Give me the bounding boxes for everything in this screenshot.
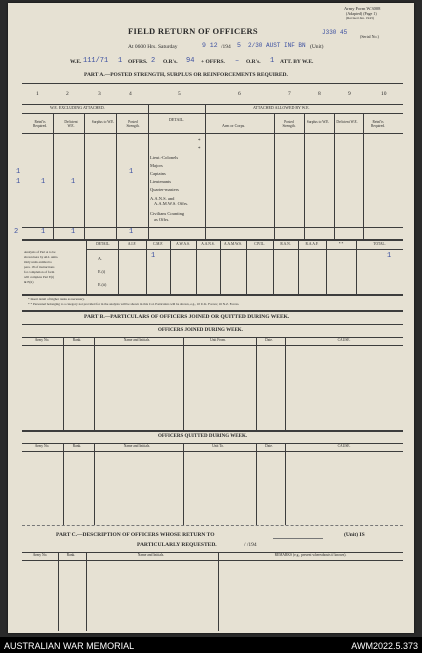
rank-label: Quarter-masters <box>150 187 179 192</box>
header-reinf-right: Reinf'ts Required. <box>370 120 386 128</box>
table-header: CAUSE. <box>337 444 351 448</box>
table-header: Name and Initials. <box>123 338 151 342</box>
analysis-header: A.W.A.S. <box>176 242 190 246</box>
analysis-header: TOTAL. <box>373 242 386 246</box>
asterisk-mark: * <box>198 139 201 144</box>
header-surplus-left: Surplus to W.E. <box>91 120 115 124</box>
offrs-label-1: OFFRS. <box>128 59 148 65</box>
table-col-divider <box>183 443 184 525</box>
unit-label: (Unit) <box>310 44 324 50</box>
table-col-divider <box>94 337 95 430</box>
footer-credit: AUSTRALIAN WAR MEMORIAL <box>4 641 135 651</box>
column-number: 9 <box>348 91 351 97</box>
col-divider <box>205 104 206 240</box>
ors-typed-2: 1 <box>270 57 275 65</box>
table-col-divider <box>183 337 184 430</box>
table-col-divider <box>256 443 257 525</box>
header-posted-left: Posted Strength. <box>126 120 140 128</box>
column-number: 1 <box>36 91 39 97</box>
analysis-instruction-line: para. 18 of instructions <box>24 265 55 269</box>
footnote-2: * * Personnel belonging to a category not provided for in the analysis will be shown in this Col. Particulars will be shown, e.g., 10 U.K. Forces; 16 N.Z. Forces. <box>28 302 240 306</box>
detail-header: DETAIL. <box>169 117 185 122</box>
typed-surplus-total: 1 <box>71 228 76 236</box>
column-number: 2 <box>66 91 69 97</box>
part-b-title: PART B.—PARTICULARS OF OFFICERS JOINED OR QUITTED DURING WEEK. <box>84 314 290 320</box>
we-typed: 111/71 <box>83 57 109 65</box>
typed-deficient: 1 <box>41 178 46 186</box>
analysis-header: A.A.N.S. <box>201 242 215 246</box>
analysis-row-eii: E.(ii) <box>98 282 107 287</box>
table-header: Date. <box>265 338 273 342</box>
plus-offrs-label: + OFFRS. <box>201 59 225 65</box>
analysis-col-divider <box>220 241 221 294</box>
year-prefix: /194 <box>221 44 231 50</box>
typed-reinf-total: 2 <box>14 228 19 236</box>
part-b-top-rule <box>22 310 403 312</box>
part-c-unit-is: (Unit) IS <box>344 532 365 538</box>
offrs-typed-2: – <box>235 57 240 65</box>
unit-typed: 2/30 AUST INF BN <box>248 42 306 49</box>
table-header: Rank. <box>66 553 76 557</box>
analysis-instruction-line: Analysis of Part A to be <box>24 250 56 254</box>
table-col-divider <box>63 443 64 525</box>
analysis-header: A.I.F. <box>127 242 137 246</box>
rank-label: Lieut.-Colonels <box>150 155 179 160</box>
header-surplus-right: Surplus to W.E. <box>306 120 330 124</box>
revised-label: (Revised Jan. 1943) <box>346 16 374 20</box>
we-typed2: 1 <box>118 57 123 65</box>
form-sheet <box>8 3 414 633</box>
analysis-col-divider <box>326 241 327 294</box>
header-deficient-left: Deficient W.E. <box>64 120 78 128</box>
rank-label: Civilians Counting <box>150 211 185 216</box>
rank-label: Majors <box>150 163 163 168</box>
table-header-rule <box>22 560 403 561</box>
analysis-row-a: A. <box>98 256 102 261</box>
part-a-header-bottom-rule <box>22 133 403 134</box>
quitted-title: OFFICERS QUITTED DURING WEEK. <box>158 434 248 439</box>
col-divider <box>148 104 149 240</box>
analysis-total-value: 1 <box>387 252 392 260</box>
asterisk-mark: * <box>198 147 201 152</box>
footnote-1: * Insert detail of higher ranks as necessary. <box>28 297 85 301</box>
serial-typed: J330 45 <box>322 29 348 36</box>
column-number: 5 <box>178 91 181 97</box>
header-posted-right: Posted Strength. <box>282 120 296 128</box>
analysis-col-divider <box>170 241 171 294</box>
table-header: Army No. <box>34 338 50 342</box>
rank-label: Captains <box>150 171 166 176</box>
header-arm-corps: Arm or Corps. <box>222 123 246 128</box>
table-col-divider <box>63 337 64 430</box>
analysis-col-divider <box>273 241 274 294</box>
typed-posted-total: 1 <box>129 228 134 236</box>
ors-typed-1: 94 <box>186 57 195 65</box>
part-a-top-rule <box>22 83 403 84</box>
col-divider <box>84 113 85 240</box>
table-header: Name and Initials. <box>137 553 165 557</box>
part-a-bottom-rule <box>22 239 403 241</box>
analysis-col-divider <box>146 241 147 294</box>
analysis-divider <box>86 241 87 295</box>
analysis-instruction-line: for completion of form <box>24 270 55 274</box>
ors-label-1: O.R's. <box>163 59 178 65</box>
analysis-instruction-line: Only units entitled to <box>24 260 52 264</box>
analysis-header: R.A.A.F. <box>305 242 319 246</box>
column-number: 6 <box>238 91 241 97</box>
column-number: 4 <box>129 91 132 97</box>
typed-reinf: 1 <box>16 168 21 176</box>
col-divider <box>53 113 54 240</box>
col-divider <box>274 113 275 240</box>
column-number: 3 <box>98 91 101 97</box>
analysis-header: R.A.N. <box>280 242 291 246</box>
analysis-header: CIVIL. <box>254 242 265 246</box>
rank-label: as Offrs. <box>154 217 170 222</box>
analysis-header: * * <box>338 242 344 246</box>
col-divider <box>334 113 335 240</box>
form-title: FIELD RETURN OF OFFICERS <box>128 26 258 36</box>
table-header: Unit From. <box>210 338 226 342</box>
ors-label-2: O.R's. <box>246 59 261 65</box>
table-col-divider <box>218 552 219 631</box>
typed-reinf: 1 <box>16 178 21 186</box>
date-typed: 9 12 <box>202 42 218 49</box>
typed-posted: 1 <box>129 168 134 176</box>
analysis-instruction-line: will complete Part E(i) <box>24 275 55 279</box>
analysis-instruction-line: shown here by ALL units. <box>24 255 59 259</box>
col-divider <box>304 113 305 240</box>
analysis-row-ei: E.(i) <box>98 269 106 274</box>
analysis-col-divider <box>356 241 357 294</box>
analysis-col-divider <box>298 241 299 294</box>
totals-rule <box>22 227 403 228</box>
we-excluding-label: W.E. EXCLUDING ATTACHED. <box>50 105 105 110</box>
analysis-col-divider <box>246 241 247 294</box>
table-header: Rank. <box>72 444 82 448</box>
quitted-top-rule <box>22 430 403 432</box>
typed-surplus: 1 <box>71 178 76 186</box>
table-header: Date. <box>265 444 273 448</box>
at-line: At 0600 Hrs. Saturday <box>128 44 178 50</box>
col-divider <box>363 113 364 240</box>
part-a-title: PART A.—POSTED STRENGTH, SURPLUS OR REINFORCEMENTS REQUIRED. <box>84 72 288 78</box>
att-label: ATT. BY W.E. <box>280 59 314 65</box>
analysis-header: A.A.M.W.S. <box>224 242 242 246</box>
rank-label: A.A.N.S. and <box>150 196 175 201</box>
header-deficient-right: Deficient W.E. <box>336 120 358 124</box>
table-col-divider <box>256 337 257 430</box>
part-a-subheader-rule <box>22 113 403 114</box>
table-header: Unit To. <box>212 444 224 448</box>
analysis-instruction-line: & E(ii) <box>24 280 34 284</box>
column-number: 10 <box>381 91 387 97</box>
header-reinf-left: Reinf'ts Required. <box>32 120 48 128</box>
part-c-title: PART C.—DESCRIPTION OF OFFICERS WHOSE RETURN TO <box>56 532 215 538</box>
we-label: W.E. <box>70 59 82 65</box>
adapted-label: (Adapted) (Page 1) <box>346 11 377 16</box>
joined-title: OFFICERS JOINED DURING WEEK. <box>158 328 243 333</box>
table-col-divider <box>285 443 286 525</box>
table-header: Army No. <box>32 553 48 557</box>
army-form-label: Army Form W.3008 <box>344 6 381 11</box>
rank-label: A.A.M.W.S. Offrs. <box>154 201 189 206</box>
serial-label: (Serial No.) <box>360 34 379 39</box>
column-number: 8 <box>318 91 321 97</box>
analysis-col-divider <box>196 241 197 294</box>
table-col-divider <box>58 552 59 631</box>
analysis-bottom-rule <box>22 294 403 296</box>
table-header: Army No. <box>34 444 50 448</box>
footer-bar <box>0 637 422 653</box>
table-header: Name and Initials. <box>123 444 151 448</box>
table-header: Rank. <box>72 338 82 342</box>
part-c-top-rule <box>22 525 403 527</box>
analysis-aif-value: 1 <box>151 252 156 260</box>
table-header: CAUSE. <box>337 338 351 342</box>
table-col-divider <box>285 337 286 430</box>
typed-deficient-total: 1 <box>41 228 46 236</box>
col-divider <box>116 113 117 240</box>
analysis-col-divider <box>118 241 119 294</box>
analysis-header: DETAIL. <box>96 242 110 246</box>
part-c-requested: PARTICULARLY REQUESTED. <box>137 542 217 548</box>
offrs-typed-1: 2 <box>151 57 156 65</box>
part-c-unit-blank <box>273 538 323 539</box>
table-header-rule <box>22 451 403 452</box>
part-c-date-blank: / /194 <box>244 542 257 548</box>
table-header: REMARKS (e.g., present whereabouts if known). <box>274 553 347 557</box>
table-col-divider <box>86 552 87 631</box>
attached-allowed-label: ATTACHED ALLOWED BY W.E. <box>253 105 310 110</box>
table-header-rule <box>22 345 403 346</box>
footer-accession: AWM2022.5.373 <box>351 641 418 651</box>
table-col-divider <box>94 443 95 525</box>
year-typed: 5 <box>237 42 241 49</box>
analysis-header: C.M.F. <box>153 242 163 246</box>
part-b-title-rule <box>22 324 403 325</box>
rank-label: Lieutenants <box>150 179 171 184</box>
column-number: 7 <box>288 91 291 97</box>
